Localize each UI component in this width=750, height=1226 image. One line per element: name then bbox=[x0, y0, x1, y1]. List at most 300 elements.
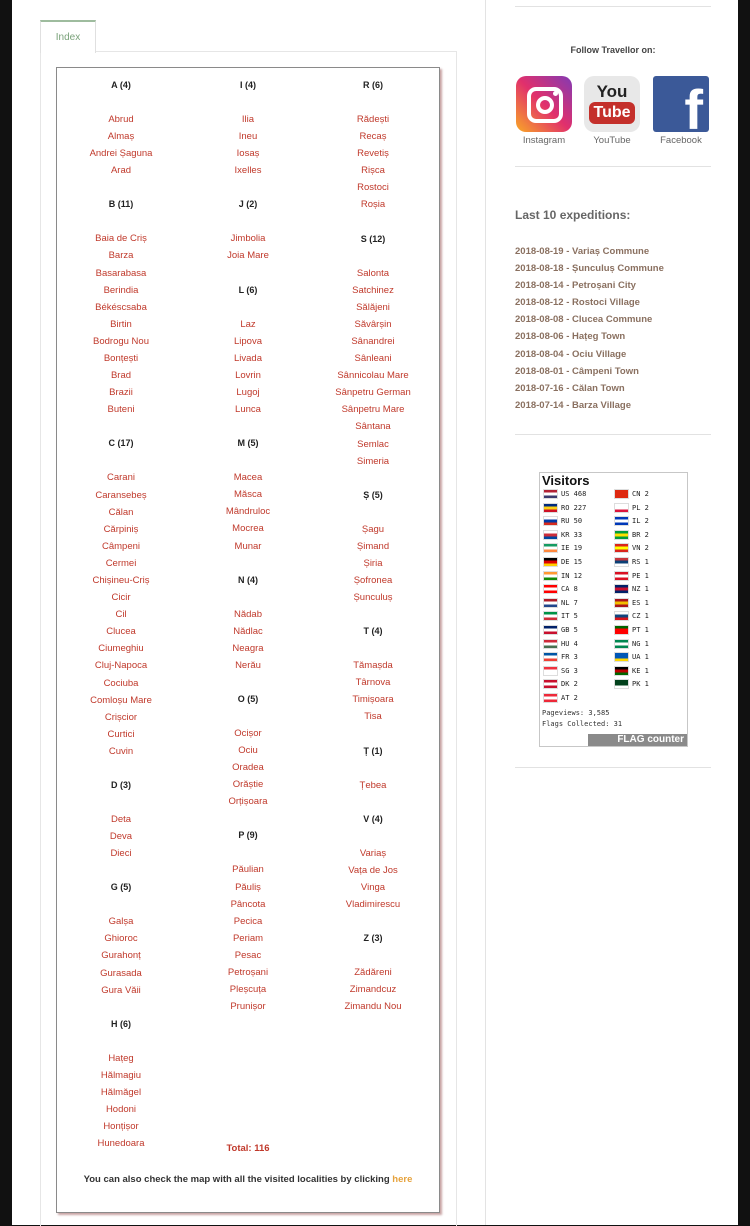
country-code: GB bbox=[561, 626, 570, 634]
flag-icon bbox=[614, 530, 629, 540]
locality-link[interactable]: Satchinez bbox=[352, 284, 394, 296]
flag-counter-row bbox=[543, 638, 578, 652]
locality-link[interactable]: Lugoj bbox=[236, 386, 260, 398]
locality-link[interactable]: Basarabasa bbox=[95, 267, 147, 279]
letter-heading: Z (3) bbox=[363, 933, 383, 943]
locality-link[interactable]: Săvârșin bbox=[354, 318, 392, 330]
visitor-count: 1 bbox=[644, 612, 649, 621]
locality-link[interactable]: Nerău bbox=[235, 659, 261, 671]
spacer bbox=[57, 213, 185, 230]
localities-index bbox=[56, 67, 440, 1213]
locality-link[interactable]: Comloșu Mare bbox=[90, 694, 152, 706]
country-code: IT bbox=[561, 612, 570, 621]
locality-link[interactable]: Recaș bbox=[359, 131, 387, 143]
locality-link[interactable]: Mocrea bbox=[232, 523, 264, 535]
expedition-link[interactable]: 2018-08-19 - Variaș Commune bbox=[515, 246, 650, 257]
visitor-count: 12 bbox=[573, 571, 583, 580]
locality-link[interactable]: Sânleani bbox=[354, 353, 392, 365]
visitor-count: 1 bbox=[644, 639, 649, 648]
flag-counter-row bbox=[614, 529, 649, 543]
spacer bbox=[184, 213, 312, 230]
locality-link[interactable]: Honțișor bbox=[103, 1121, 139, 1133]
spacer bbox=[309, 94, 437, 111]
locality-link[interactable]: Deva bbox=[109, 831, 133, 843]
flag-counter-row bbox=[614, 678, 649, 692]
locality-link[interactable]: Lunca bbox=[235, 404, 261, 416]
locality-link[interactable]: Mândruloc bbox=[225, 506, 271, 518]
divider bbox=[515, 434, 711, 435]
spacer bbox=[184, 589, 312, 606]
locality-link[interactable]: Sântana bbox=[355, 421, 391, 433]
spacer bbox=[184, 674, 312, 691]
letter-heading: Ț (1) bbox=[363, 745, 383, 756]
flag-counter-title: Visitors bbox=[542, 473, 590, 488]
locality-link[interactable]: Prunișor bbox=[230, 1001, 266, 1013]
locality-link[interactable]: Macea bbox=[233, 472, 263, 484]
visitor-count: 50 bbox=[573, 517, 583, 526]
visitor-count: 33 bbox=[573, 530, 583, 539]
locality-link[interactable]: Livada bbox=[234, 352, 262, 364]
instagram-link[interactable] bbox=[516, 76, 572, 146]
flag-icon bbox=[543, 543, 558, 553]
locality-link[interactable]: Cermei bbox=[105, 557, 137, 569]
locality-link[interactable]: Carani bbox=[107, 472, 135, 484]
locality-link[interactable]: Munar bbox=[234, 540, 262, 552]
expedition-link[interactable]: 2018-07-16 - Călan Town bbox=[515, 382, 625, 394]
locality-link[interactable]: Zimandcuz bbox=[349, 984, 397, 996]
country-code: NL bbox=[561, 598, 570, 607]
spacer bbox=[309, 760, 437, 777]
locality-link[interactable]: Bonțești bbox=[103, 353, 139, 365]
letter-heading: M (5) bbox=[237, 438, 259, 449]
locality-link[interactable]: Gurahonț bbox=[101, 950, 141, 962]
spacer bbox=[57, 896, 185, 913]
youtube-icon bbox=[584, 76, 640, 132]
locality-link[interactable]: Salonta bbox=[356, 267, 390, 279]
flag-counter-row bbox=[543, 542, 582, 556]
locality-link[interactable]: Revetiș bbox=[357, 148, 389, 160]
expeditions-list bbox=[515, 243, 664, 414]
locality-link[interactable]: Pleșcuța bbox=[229, 984, 267, 996]
flag-icon bbox=[614, 679, 629, 689]
tab-index[interactable]: Index bbox=[40, 20, 96, 53]
spacer bbox=[309, 214, 437, 231]
map-link[interactable]: here bbox=[392, 1174, 413, 1185]
pageviews: Pageviews: 3,585 bbox=[542, 709, 610, 717]
divider bbox=[515, 6, 711, 7]
expedition-link[interactable]: 2018-08-08 - Clucea Commune bbox=[515, 314, 653, 326]
visitor-count: 5 bbox=[573, 612, 578, 621]
locality-link[interactable]: Șofronea bbox=[353, 574, 393, 586]
visitor-count: 3 bbox=[573, 653, 578, 662]
locality-link[interactable]: Curtici bbox=[107, 728, 135, 740]
country-code: NG bbox=[632, 639, 641, 648]
locality-link[interactable]: Vața de Jos bbox=[348, 864, 398, 876]
locality-link[interactable]: Lovrin bbox=[235, 369, 261, 381]
locality-link[interactable]: Chișineu-Criș bbox=[92, 574, 150, 586]
locality-link[interactable]: Orăștie bbox=[232, 779, 264, 791]
locality-link[interactable]: Ociu bbox=[238, 745, 258, 757]
spacer bbox=[309, 726, 437, 743]
spacer bbox=[309, 794, 437, 811]
country-code: CN bbox=[632, 490, 641, 498]
locality-link[interactable]: Galșa bbox=[108, 916, 134, 928]
locality-link[interactable]: Tămașda bbox=[353, 660, 393, 672]
locality-link[interactable]: Cicir bbox=[111, 592, 131, 604]
spacer bbox=[57, 1152, 185, 1169]
letter-heading: I (4) bbox=[239, 80, 256, 90]
locality-link[interactable]: Rostoci bbox=[357, 182, 389, 194]
spacer bbox=[184, 299, 312, 316]
letter-heading: H (6) bbox=[111, 1018, 131, 1029]
country-code: RO bbox=[561, 503, 570, 512]
locality-link[interactable]: Vinga bbox=[360, 881, 386, 893]
locality-link[interactable]: Țebea bbox=[359, 779, 387, 791]
visitor-count: 468 bbox=[573, 490, 587, 498]
spacer bbox=[309, 947, 437, 964]
spacer bbox=[57, 794, 185, 811]
locality-link[interactable]: Lipova bbox=[234, 335, 262, 347]
locality-link[interactable]: Șimand bbox=[356, 540, 390, 552]
flag-icon bbox=[543, 693, 558, 703]
locality-link[interactable]: Cociuba bbox=[103, 677, 139, 689]
locality-link[interactable]: Hunedoara bbox=[97, 1138, 145, 1150]
locality-link[interactable]: Nădlac bbox=[233, 625, 263, 637]
visitor-count: 2 bbox=[644, 544, 649, 553]
country-code: IN bbox=[561, 571, 570, 580]
expedition-link[interactable]: 2018-07-14 - Barza Village bbox=[515, 399, 632, 411]
youtube-logo-top: You bbox=[596, 82, 628, 101]
locality-link[interactable]: Cluj-Napoca bbox=[94, 660, 148, 672]
expedition-link[interactable]: 2018-08-06 - Hațeg Town bbox=[515, 331, 626, 343]
spacer bbox=[309, 1015, 437, 1032]
locality-link[interactable]: Vladimirescu bbox=[345, 898, 401, 910]
letter-heading: R (6) bbox=[363, 80, 383, 90]
flag-counter-row bbox=[543, 515, 582, 529]
visitor-count: 15 bbox=[573, 558, 583, 566]
map-note-text: You can also check the map with all the visited localities by clicking bbox=[83, 1174, 393, 1185]
visitor-count: 1 bbox=[644, 666, 649, 675]
locality-link[interactable]: Brad bbox=[110, 370, 132, 382]
flag-icon bbox=[614, 489, 629, 499]
country-code: RU bbox=[561, 517, 570, 526]
flag-counter-row bbox=[614, 515, 649, 529]
locality-link[interactable]: Bodrogu Nou bbox=[93, 335, 149, 347]
locality-link[interactable]: Ciumeghiu bbox=[98, 643, 144, 655]
locality-link[interactable]: Ilia bbox=[241, 114, 255, 125]
country-code: PL bbox=[632, 503, 641, 512]
flag-icon bbox=[543, 666, 558, 676]
flag-icon bbox=[543, 530, 558, 540]
flag-icon bbox=[543, 611, 558, 621]
visitor-count: 2 bbox=[644, 503, 649, 512]
flag-icon bbox=[614, 503, 629, 513]
flag-icon bbox=[614, 516, 629, 526]
sidebar bbox=[486, 0, 738, 1225]
letter-heading: G (5) bbox=[110, 882, 132, 893]
country-code: PK bbox=[632, 680, 641, 689]
page bbox=[12, 0, 738, 1225]
expedition-link[interactable]: 2018-08-18 - Șunculuș Commune bbox=[515, 263, 664, 275]
flag-counter-row bbox=[543, 570, 582, 584]
flag-counter-row bbox=[543, 583, 578, 597]
locality-link[interactable]: Oradea bbox=[232, 762, 264, 774]
flag-counter-stats bbox=[542, 708, 622, 730]
locality-link[interactable]: Dieci bbox=[110, 848, 132, 860]
visitor-count: 227 bbox=[573, 503, 587, 512]
locality-link[interactable]: Păulian bbox=[232, 864, 264, 876]
locality-link[interactable]: Caransebeș bbox=[95, 489, 147, 501]
visitor-count: 1 bbox=[644, 558, 649, 566]
locality-link[interactable]: Ghioroc bbox=[104, 933, 138, 945]
locality-link[interactable]: Periam bbox=[232, 932, 264, 944]
flag-icon bbox=[614, 543, 629, 553]
locality-link[interactable]: Ineu bbox=[238, 131, 258, 143]
locality-link[interactable]: Gura Văii bbox=[101, 984, 141, 996]
visitor-count: 2 bbox=[644, 517, 649, 526]
expedition-link[interactable]: 2018-08-01 - Câmpeni Town bbox=[515, 365, 639, 377]
locality-link[interactable]: Deta bbox=[110, 814, 132, 825]
flag-counter-row bbox=[614, 665, 649, 679]
visitor-count: 8 bbox=[573, 585, 578, 594]
spacer bbox=[57, 452, 185, 469]
locality-link[interactable]: Neagra bbox=[232, 642, 264, 654]
locality-link[interactable]: Ocișor bbox=[234, 727, 262, 739]
locality-link[interactable]: Petroșani bbox=[227, 967, 269, 978]
flag-counter-row bbox=[543, 678, 578, 692]
spacer bbox=[309, 470, 437, 487]
spacer bbox=[184, 844, 312, 861]
locality-link[interactable]: Pesac bbox=[234, 949, 262, 961]
locality-link[interactable]: Rișca bbox=[361, 165, 385, 177]
locality-link[interactable]: Hodoni bbox=[105, 1104, 137, 1116]
flag-counter-row bbox=[543, 556, 582, 570]
flag-counter-brand: FLAG counter bbox=[588, 734, 687, 746]
letter-heading: N (4) bbox=[238, 574, 258, 585]
locality-link[interactable]: Iosaș bbox=[236, 148, 260, 160]
locality-link[interactable]: Variaș bbox=[359, 847, 387, 859]
locality-link[interactable]: Roșia bbox=[360, 199, 386, 211]
flag-icon bbox=[614, 598, 629, 608]
locality-link[interactable]: Șagu bbox=[361, 523, 385, 535]
locality-link[interactable]: Abrud bbox=[108, 114, 134, 125]
spacer bbox=[184, 810, 312, 827]
locality-link[interactable]: Brazii bbox=[109, 387, 133, 399]
flag-counter-row bbox=[614, 610, 649, 624]
visitor-count: 2 bbox=[573, 680, 578, 689]
locality-link[interactable]: Buteni bbox=[107, 404, 135, 416]
country-code: BR bbox=[632, 530, 641, 539]
locality-link[interactable]: Zimandu Nou bbox=[344, 1001, 402, 1013]
flag-icon bbox=[614, 666, 629, 676]
locality-link[interactable]: Berindia bbox=[103, 284, 139, 296]
letter-heading: V (4) bbox=[363, 813, 383, 824]
locality-link[interactable]: Hălmagiu bbox=[100, 1069, 142, 1081]
locality-link[interactable]: Arad bbox=[110, 165, 132, 177]
locality-link[interactable]: Pâncota bbox=[230, 898, 266, 910]
letter-heading: P (9) bbox=[238, 830, 258, 841]
country-code: FR bbox=[561, 653, 570, 662]
locality-link[interactable]: Birtin bbox=[110, 318, 132, 330]
locality-link[interactable]: Békéscsaba bbox=[95, 301, 147, 313]
flag-icon bbox=[614, 625, 629, 635]
youtube-label: YouTube bbox=[593, 135, 631, 146]
flag-counter-row bbox=[614, 651, 649, 665]
locality-link[interactable]: Sânpetru German bbox=[335, 387, 411, 399]
locality-link[interactable]: Pecica bbox=[233, 915, 263, 927]
locality-link[interactable]: Cil bbox=[115, 609, 127, 621]
locality-link[interactable]: Cărpiniș bbox=[103, 523, 139, 535]
country-code: PE bbox=[632, 571, 641, 580]
locality-link[interactable]: Hațeg bbox=[108, 1052, 134, 1064]
country-code: HU bbox=[561, 639, 570, 648]
locality-link[interactable]: Timișoara bbox=[352, 694, 394, 706]
follow-title: Follow Travellor on: bbox=[570, 45, 656, 55]
locality-link[interactable]: Câmpeni bbox=[101, 540, 141, 552]
flag-counter-row bbox=[543, 502, 586, 516]
locality-link[interactable]: Ixelles bbox=[234, 165, 262, 177]
spacer bbox=[57, 760, 185, 777]
divider bbox=[515, 166, 711, 167]
spacer bbox=[309, 640, 437, 657]
visitor-count: 7 bbox=[573, 598, 578, 607]
flag-counter[interactable] bbox=[539, 472, 688, 747]
instagram-label: Instagram bbox=[522, 135, 566, 146]
locality-link[interactable]: Simeria bbox=[356, 455, 390, 467]
spacer bbox=[184, 452, 312, 469]
spacer bbox=[309, 913, 437, 930]
expeditions-title: Last 10 expeditions: bbox=[515, 208, 631, 222]
flag-icon bbox=[543, 598, 558, 608]
flag-icon bbox=[543, 584, 558, 594]
flag-icon bbox=[543, 639, 558, 649]
spacer bbox=[184, 265, 312, 282]
locality-link[interactable]: Sălăjeni bbox=[356, 301, 390, 313]
facebook-icon bbox=[653, 76, 709, 132]
locality-link[interactable]: Almaș bbox=[107, 131, 135, 143]
country-code: KE bbox=[632, 666, 641, 675]
locality-link[interactable]: Nădab bbox=[234, 608, 262, 620]
expedition-link[interactable]: 2018-08-14 - Petroșani City bbox=[515, 280, 636, 292]
visitor-count: 4 bbox=[573, 639, 578, 648]
flag-icon bbox=[614, 639, 629, 649]
country-code: SG bbox=[561, 666, 570, 675]
flag-icon bbox=[614, 611, 629, 621]
spacer bbox=[309, 248, 437, 265]
locality-link[interactable]: Sânnicolau Mare bbox=[337, 370, 409, 382]
locality-link[interactable]: Baia de Criș bbox=[95, 233, 147, 245]
flag-icon bbox=[614, 652, 629, 662]
locality-link[interactable]: Sânandrei bbox=[351, 335, 395, 347]
country-code: NZ bbox=[632, 585, 641, 594]
flag-counter-row bbox=[543, 529, 582, 543]
locality-link[interactable]: Păuliș bbox=[235, 881, 261, 893]
flag-counter-row bbox=[543, 624, 578, 638]
visitor-count: 3 bbox=[573, 666, 578, 675]
facebook-link[interactable] bbox=[653, 76, 709, 146]
visitor-count: 1 bbox=[644, 571, 649, 580]
locality-link[interactable]: Clucea bbox=[106, 626, 136, 638]
localities-column-2 bbox=[184, 68, 312, 1032]
flag-counter-row bbox=[614, 556, 649, 570]
spacer bbox=[184, 418, 312, 435]
flag-icon bbox=[543, 679, 558, 689]
flag-icon bbox=[614, 557, 629, 567]
letter-heading: O (5) bbox=[237, 693, 259, 704]
country-code: US bbox=[561, 490, 570, 498]
country-code: ES bbox=[632, 598, 641, 607]
visitor-count: 1 bbox=[644, 680, 649, 689]
spacer bbox=[57, 999, 185, 1016]
flag-counter-row bbox=[543, 651, 578, 665]
flag-icon bbox=[543, 557, 558, 567]
visitor-count: 1 bbox=[644, 653, 649, 662]
locality-link[interactable]: Hălmăgel bbox=[100, 1086, 142, 1098]
flag-counter-row bbox=[614, 570, 649, 584]
map-note bbox=[57, 1174, 439, 1185]
locality-link[interactable]: Târnova bbox=[355, 677, 391, 689]
flag-icon bbox=[543, 489, 558, 499]
letter-heading: S (12) bbox=[360, 233, 386, 244]
locality-link[interactable]: Jimbolia bbox=[230, 233, 266, 245]
spacer bbox=[57, 418, 185, 435]
country-code: DE bbox=[561, 558, 570, 566]
flag-counter-row bbox=[614, 583, 649, 597]
locality-link[interactable]: Sânpetru Mare bbox=[341, 404, 405, 416]
flag-counter-row bbox=[614, 624, 649, 638]
expedition-link[interactable]: 2018-08-12 - Rostoci Village bbox=[515, 297, 640, 309]
spacer bbox=[184, 94, 312, 111]
flag-counter-row bbox=[614, 638, 649, 652]
locality-link[interactable]: Gurasada bbox=[100, 967, 142, 979]
country-code: KR bbox=[561, 530, 570, 539]
spacer bbox=[309, 606, 437, 623]
locality-link[interactable]: Joia Mare bbox=[227, 250, 269, 262]
locality-link[interactable]: Semlac bbox=[357, 438, 389, 450]
spacer bbox=[309, 504, 437, 521]
locality-link[interactable]: Rădești bbox=[356, 114, 390, 125]
spacer bbox=[57, 179, 185, 196]
locality-link[interactable]: Șiria bbox=[363, 557, 383, 569]
locality-link[interactable]: Măsca bbox=[234, 489, 262, 501]
locality-link[interactable]: Cuvin bbox=[108, 745, 134, 757]
youtube-link[interactable] bbox=[584, 76, 640, 146]
total-count: Total: 116 bbox=[226, 1143, 270, 1154]
flag-icon bbox=[543, 652, 558, 662]
letter-heading: A (4) bbox=[111, 80, 131, 90]
youtube-logo-bottom: Tube bbox=[589, 102, 634, 124]
locality-link[interactable]: Crișcior bbox=[104, 711, 138, 723]
visitor-count: 19 bbox=[573, 544, 583, 553]
flag-counter-row bbox=[614, 502, 649, 516]
spacer bbox=[184, 708, 312, 725]
locality-link[interactable]: Zădăreni bbox=[354, 967, 392, 978]
locality-link[interactable]: Tisa bbox=[364, 711, 382, 723]
locality-link[interactable]: Andrei Șaguna bbox=[89, 148, 153, 160]
flag-icon bbox=[543, 503, 558, 513]
expedition-link[interactable]: 2018-08-04 - Ociu Village bbox=[515, 348, 627, 360]
visitor-count: 2 bbox=[644, 530, 649, 539]
spacer bbox=[57, 94, 185, 111]
instagram-icon bbox=[516, 76, 572, 132]
locality-link[interactable]: Șunculuș bbox=[353, 592, 393, 604]
locality-link[interactable]: Călan bbox=[108, 506, 134, 518]
visitor-count: 2 bbox=[573, 694, 578, 702]
locality-link[interactable]: Barza bbox=[108, 250, 134, 262]
locality-link[interactable]: Orțișoara bbox=[228, 796, 268, 808]
locality-link[interactable]: Laz bbox=[240, 318, 256, 330]
flag-icon bbox=[543, 516, 558, 526]
